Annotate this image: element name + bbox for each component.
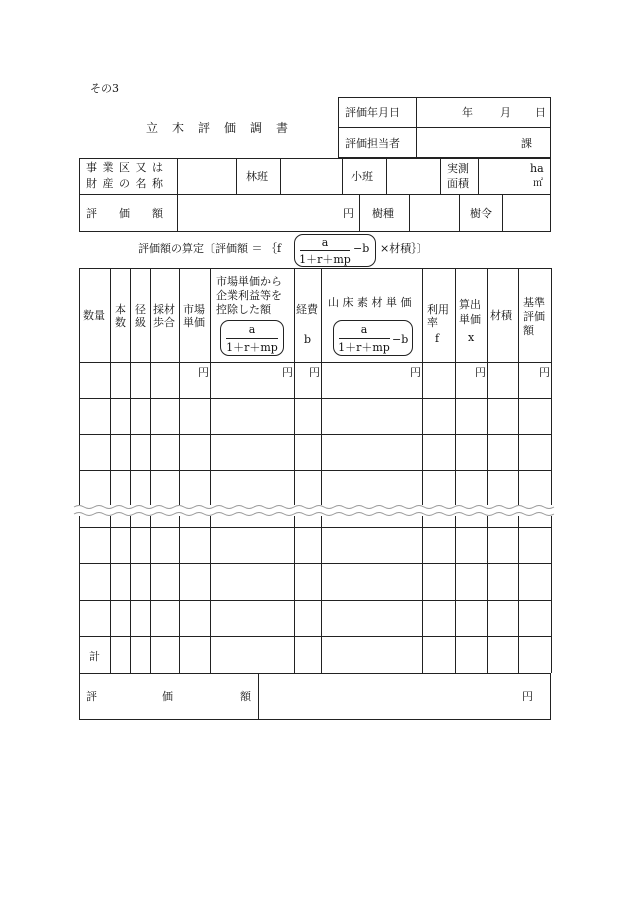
table-break-wave xyxy=(70,502,560,520)
area-label-1: 実測 xyxy=(447,162,469,175)
shohan-label: 小班 xyxy=(351,170,373,183)
col-deduct-num: a xyxy=(248,323,256,336)
eval-date-label: 評価年月日 xyxy=(345,106,400,119)
col-calc-2: 単価 xyxy=(459,313,481,326)
area-label-2: 面積 xyxy=(447,177,469,190)
col-util-sym: f xyxy=(435,332,440,345)
eval-date-field[interactable] xyxy=(420,99,548,125)
yen-expense: 円 xyxy=(309,366,320,379)
col-stump-den: 1＋r＋mp xyxy=(338,341,390,354)
col-deduct-3: 控除した額 xyxy=(216,303,271,316)
assessor-field[interactable] xyxy=(420,130,516,156)
col-yield-1: 採材 xyxy=(153,303,175,316)
col-market-2: 単価 xyxy=(183,316,205,329)
formula-prefix: 評価額の算定〔評価額 ＝ ｛f xyxy=(138,242,282,255)
unit-m2: ㎡ xyxy=(533,178,543,189)
col-calc-1: 算出 xyxy=(459,298,481,311)
rinpan-label: 林班 xyxy=(246,170,268,183)
col-diameter-1: 径 xyxy=(135,303,146,316)
footer-yen: 円 xyxy=(522,690,533,703)
yen-stump: 円 xyxy=(410,366,421,379)
col-base-1: 基準 xyxy=(523,296,545,309)
col-base-3: 額 xyxy=(523,324,534,337)
col-stump-title: 山 床 素 材 単 価 xyxy=(328,296,412,309)
col-yield-2: 歩合 xyxy=(153,316,175,329)
col-diameter-2: 級 xyxy=(135,316,146,329)
col-util-1: 利用 xyxy=(427,303,449,316)
unit-ha: ha xyxy=(530,162,544,175)
col-calc-sym: x xyxy=(468,331,475,344)
yen-base: 円 xyxy=(539,366,550,379)
col-count-1: 本 xyxy=(115,303,126,316)
col-count-2: 数 xyxy=(115,316,126,329)
col-expense: 経費 xyxy=(296,303,318,316)
formula-denominator: 1＋r＋mp xyxy=(299,253,351,266)
month-label: 月 xyxy=(500,106,511,119)
assessor-label: 評価担当者 xyxy=(345,137,400,150)
page-label: その3 xyxy=(90,82,119,95)
col-expense-sym: b xyxy=(304,333,312,346)
col-volume: 材積 xyxy=(490,309,512,322)
species-label: 樹種 xyxy=(372,207,394,220)
total-label: 計 xyxy=(89,650,100,663)
col-stump-minus: −b xyxy=(392,333,409,346)
formula-numerator: a xyxy=(321,236,329,249)
yen-deduct: 円 xyxy=(282,366,293,379)
col-quantity: 数量 xyxy=(83,309,105,322)
footer-label-3: 額 xyxy=(240,690,251,703)
footer-label-1: 評 xyxy=(86,690,97,703)
col-deduct-1: 市場単価から xyxy=(216,275,282,288)
col-stump-num: a xyxy=(360,323,368,336)
section-label: 課 xyxy=(521,137,532,150)
eval-amount-label: 評 価 額 xyxy=(86,207,163,220)
form-title: 立 木 評 価 調 書 xyxy=(146,121,290,135)
year-label: 年 xyxy=(462,106,473,119)
footer-label-2: 価 xyxy=(162,690,173,703)
yen-market: 円 xyxy=(198,366,209,379)
formula-suffix: ×材積｝〕 xyxy=(380,242,428,255)
age-label: 樹令 xyxy=(470,207,492,220)
col-market-1: 市場 xyxy=(183,303,205,316)
col-deduct-den: 1＋r＋mp xyxy=(226,341,278,354)
col-deduct-2: 企業利益等を xyxy=(216,289,282,302)
col-util-2: 率 xyxy=(427,316,438,329)
yen-unit: 円 xyxy=(343,207,354,220)
yen-calc: 円 xyxy=(475,366,486,379)
project-label-2: 財 産 の 名 称 xyxy=(86,177,164,190)
col-base-2: 評価 xyxy=(523,310,545,323)
formula-minus-b: −b xyxy=(353,242,370,255)
project-label-1: 事 業 区 又 は xyxy=(86,161,164,174)
day-label: 日 xyxy=(535,106,546,119)
